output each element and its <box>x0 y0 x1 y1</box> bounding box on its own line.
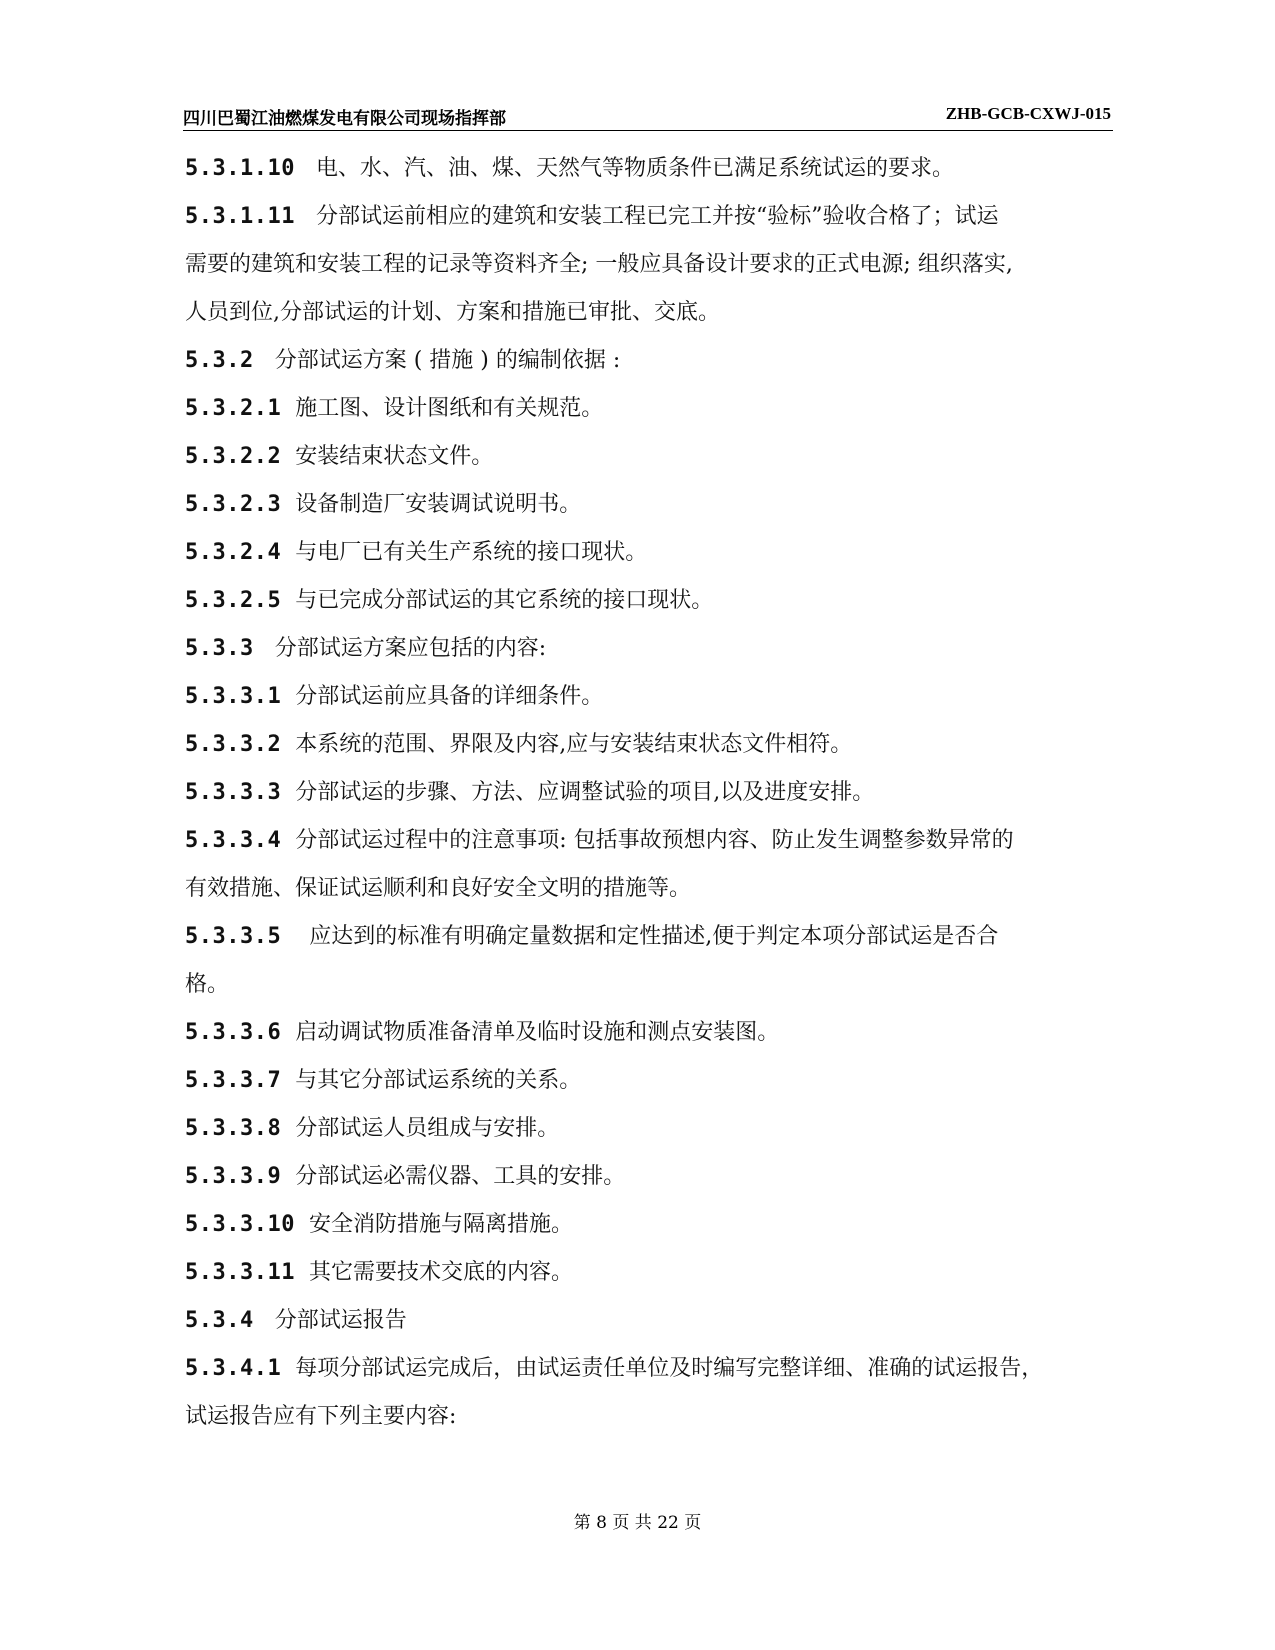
clause-gap <box>281 1068 295 1093</box>
clause-text: 与电厂已有关生产系统的接口现状。 <box>295 540 648 565</box>
clause-text: 其它需要技术交底的内容。 <box>308 1260 573 1285</box>
clause-gap <box>254 636 275 661</box>
text-line <box>185 1009 1115 1057</box>
clause-gap <box>281 732 295 757</box>
text-line <box>185 577 1115 625</box>
clause-gap <box>281 540 295 565</box>
clause-gap <box>295 1212 309 1237</box>
document-body <box>185 145 1115 1441</box>
text-line <box>185 1249 1115 1297</box>
clause-text: 分部试运的步骤、方法、应调整试验的项目,以及进度安排。 <box>295 780 875 805</box>
clause-number: 5.3.3 <box>185 636 254 661</box>
clause-text: 分部试运前相应的建筑和安装工程已完工并按“验标”验收合格了；试运 <box>315 204 999 229</box>
clause-gap <box>295 204 316 229</box>
text-line <box>185 961 1115 1009</box>
clause-number: 5.3.2.2 <box>185 444 282 469</box>
text-line <box>185 769 1115 817</box>
text-line <box>185 385 1115 433</box>
clause-gap <box>281 780 295 805</box>
clause-text: 人员到位,分部试运的计划、方案和措施已审批、交底。 <box>185 300 720 325</box>
clause-number: 5.3.2.3 <box>185 492 282 517</box>
clause-number: 5.3.3.6 <box>185 1020 282 1045</box>
clause-number: 5.3.2 <box>185 348 254 373</box>
clause-number: 5.3.3.5 <box>185 924 282 949</box>
clause-text: 启动调试物质准备清单及临时设施和测点安装图。 <box>295 1020 780 1045</box>
page-number: 第 8 页 共 22 页 <box>573 1513 702 1533</box>
clause-gap <box>254 348 275 373</box>
clause-text: 每项分部试运完成后，由试运责任单位及时编写完整详细、准确的试运报告， <box>295 1356 1044 1381</box>
clause-number: 5.3.3.7 <box>185 1068 282 1093</box>
clause-number: 5.3.1.10 <box>185 156 295 181</box>
clause-number: 5.3.3.9 <box>185 1164 282 1189</box>
clause-gap <box>281 684 295 709</box>
text-line <box>185 721 1115 769</box>
clause-text: 电、水、汽、油、煤、天然气等物质条件已满足系统试运的要求。 <box>315 156 954 181</box>
text-line <box>185 673 1115 721</box>
text-line <box>185 1105 1115 1153</box>
clause-gap <box>281 444 295 469</box>
clause-text: 分部试运过程中的注意事项: 包括事故预想内容、防止发生调整参数异常的 <box>295 828 1014 853</box>
text-line <box>185 193 1115 241</box>
clause-text: 有效措施、保证试运顺利和良好安全文明的措施等。 <box>185 876 692 901</box>
clause-gap <box>281 396 295 421</box>
text-line <box>185 1057 1115 1105</box>
clause-gap <box>281 924 309 949</box>
clause-number: 5.3.4.1 <box>185 1356 282 1381</box>
clause-number: 5.3.2.1 <box>185 396 282 421</box>
text-line <box>185 481 1115 529</box>
text-line <box>185 865 1115 913</box>
clause-gap <box>281 828 295 853</box>
clause-gap <box>281 492 295 517</box>
clause-gap <box>281 1164 295 1189</box>
clause-text: 格。 <box>185 972 230 997</box>
text-line <box>185 529 1115 577</box>
text-line <box>185 1297 1115 1345</box>
clause-text: 安装结束状态文件。 <box>295 444 494 469</box>
clause-gap <box>295 1260 309 1285</box>
clause-gap <box>281 1356 295 1381</box>
clause-number: 5.3.3.4 <box>185 828 282 853</box>
clause-number: 5.3.3.8 <box>185 1116 282 1141</box>
clause-text: 安全消防措施与隔离措施。 <box>308 1212 573 1237</box>
page-header <box>183 100 1113 131</box>
clause-number: 5.3.3.1 <box>185 684 282 709</box>
clause-text: 分部试运人员组成与安排。 <box>295 1116 560 1141</box>
text-line <box>185 1393 1115 1441</box>
clause-number: 5.3.3.3 <box>185 780 282 805</box>
clause-gap <box>281 1020 295 1045</box>
clause-text: 本系统的范围、界限及内容,应与安装结束状态文件相符。 <box>295 732 853 757</box>
clause-number: 5.3.4 <box>185 1308 254 1333</box>
text-line <box>185 337 1115 385</box>
clause-number: 5.3.1.11 <box>185 204 295 229</box>
clause-text: 试运报告应有下列主要内容: <box>185 1404 457 1429</box>
document-code: ZHB-GCB-CXWJ-015 <box>945 104 1111 123</box>
clause-text: 分部试运前应具备的详细条件。 <box>295 684 604 709</box>
clause-gap <box>254 1308 275 1333</box>
text-line <box>185 1201 1115 1249</box>
clause-number: 5.3.3.2 <box>185 732 282 757</box>
company-name: 四川巴蜀江油燃煤发电有限公司现场指挥部 <box>183 109 506 129</box>
clause-number: 5.3.3.10 <box>185 1212 295 1237</box>
clause-gap <box>281 588 295 613</box>
clause-text: 需要的建筑和安装工程的记录等资料齐全; 一般应具备设计要求的正式电源; 组织落实, <box>185 252 1013 277</box>
clause-text: 施工图、设计图纸和有关规范。 <box>295 396 604 421</box>
clause-number: 5.3.2.5 <box>185 588 282 613</box>
clause-text: 与已完成分部试运的其它系统的接口现状。 <box>295 588 714 613</box>
text-line <box>185 433 1115 481</box>
clause-text: 分部试运必需仪器、工具的安排。 <box>295 1164 626 1189</box>
clause-number: 5.3.3.11 <box>185 1260 295 1285</box>
clause-text: 应达到的标准有明确定量数据和定性描述,便于判定本项分部试运是否合 <box>309 924 999 949</box>
text-line <box>185 625 1115 673</box>
clause-text: 分部试运报告 <box>274 1308 407 1333</box>
text-line <box>185 145 1115 193</box>
text-line <box>185 817 1115 865</box>
clause-number: 5.3.2.4 <box>185 540 282 565</box>
clause-gap <box>281 1116 295 1141</box>
text-line <box>185 1345 1115 1393</box>
clause-text: 与其它分部试运系统的关系。 <box>295 1068 582 1093</box>
text-line <box>185 913 1115 961</box>
clause-gap <box>295 156 316 181</box>
clause-text: 分部试运方案 ( 措施 ) 的编制依据 : <box>274 348 621 373</box>
clause-text: 设备制造厂安装调试说明书。 <box>295 492 582 517</box>
text-line <box>185 1153 1115 1201</box>
text-line <box>185 241 1115 289</box>
text-line <box>185 289 1115 337</box>
clause-text: 分部试运方案应包括的内容: <box>274 636 547 661</box>
